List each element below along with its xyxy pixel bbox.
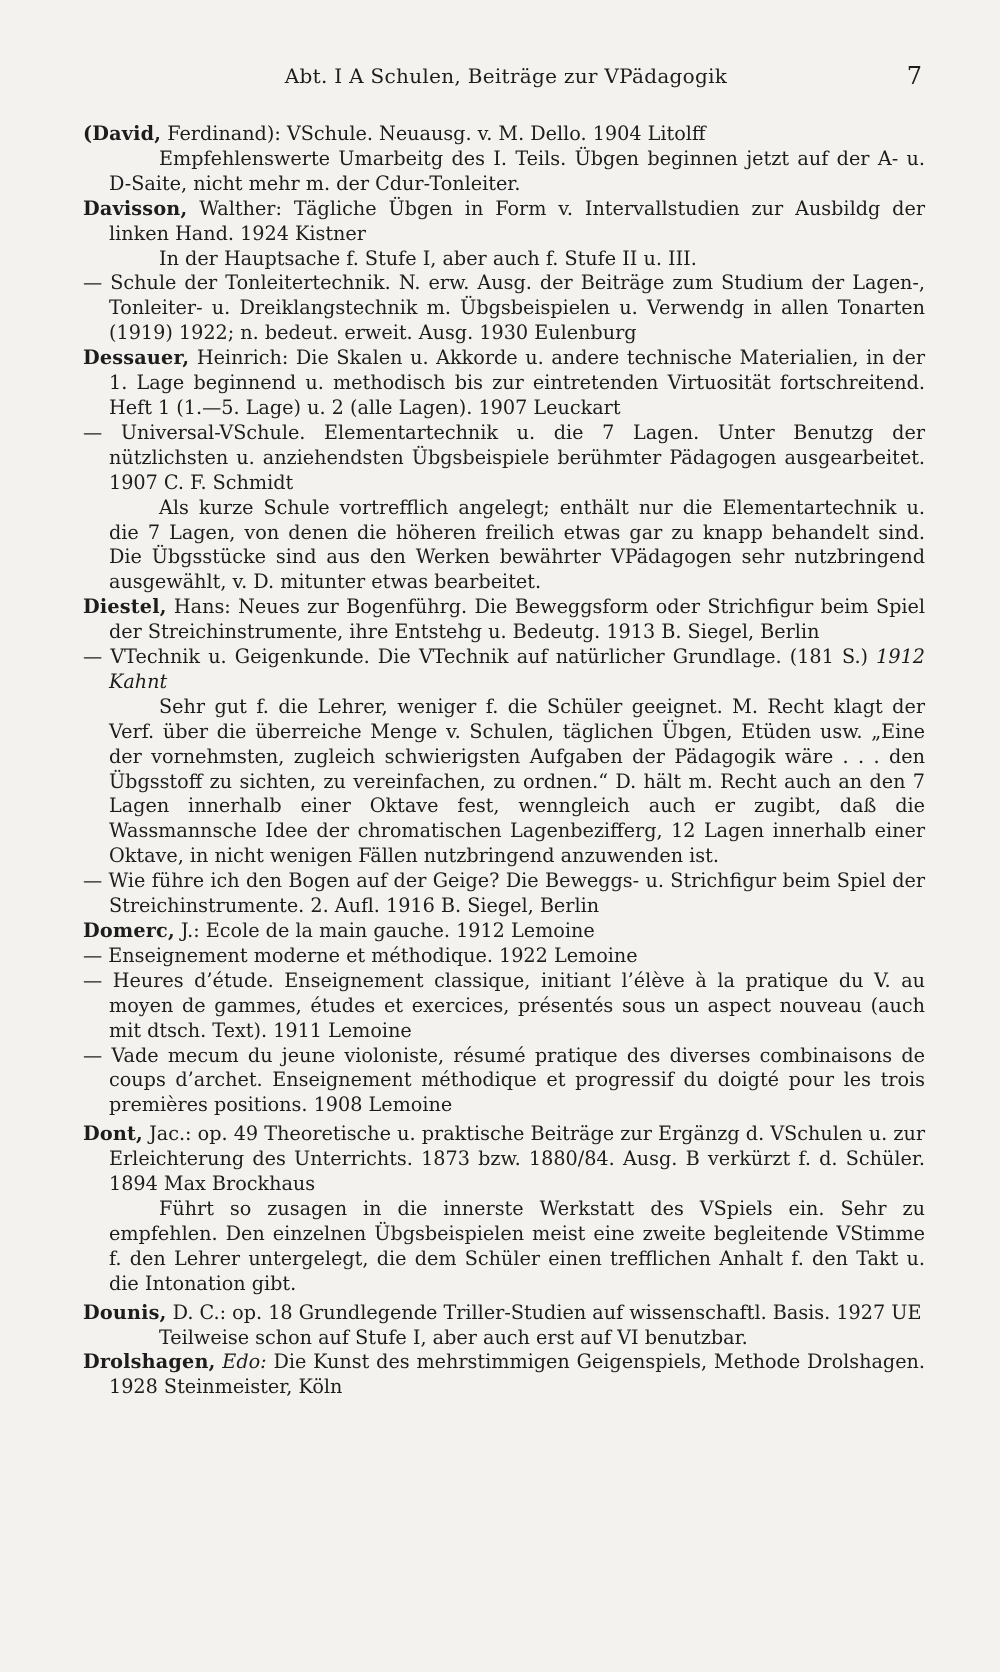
- review-text: Als kurze Schule vortrefflich angelegt; enthält nur die Elementartechnik u. die 7 Lagen, von denen die höheren freilich etwas gar zu knapp behandelt sind. Die Übgsstücke sind aus den Werken bewährter VPädagogen sehr nutzbringend ausgewählt, v. D. mitunter etwas bearbeitet.: [109, 495, 925, 594]
- sub-entry: — Wie führe ich den Bogen auf der Geige? Die Beweggs- u. Strichfigur beim Spiel der Streichinstrumente. 2. Aufl. 1916 B. Siegel, Berlin: [83, 869, 925, 918]
- entry-text: Ferdinand): VSchule. Neuausg. v. M. Dello. 1904 Litolff: [161, 122, 706, 145]
- entry-text: J.: Ecole de la main gauche. 1912 Lemoine: [174, 919, 595, 942]
- author-firstname: Edo:: [215, 1350, 267, 1374]
- entry-text: Heinrich: Die Skalen u. Akkorde u. andere technische Materialien, in der 1. Lage beginnend u. methodisch bis zur eintretenden Virtuosität fortschreitend. Heft 1 (1.—5. Lage) u. 2 (alle Lagen). 1907 Leuckart: [109, 346, 925, 419]
- author-name: Davisson,: [83, 196, 188, 220]
- running-header: [90, 64, 922, 94]
- author-name: Dont,: [83, 1122, 143, 1146]
- bibliography-entries: [83, 122, 925, 1400]
- entry-text: Jac.: op. 49 Theoretische u. praktische Beiträge zur Ergänzg d. VSchulen u. zur Erleichterung des Unterrichts. 1873 bzw. 1880/84. Ausg. B verkürzt f. d. Schüler. 1894 Max Brockhaus: [109, 1122, 925, 1196]
- sub-entry: — Heures d’étude. Enseignement classique, initiant l’élève à la pratique du V. au moyen de gammes, études et exercices, présentés sous un aspect nouveau (auch mit dtsch. Text). 1911 Lemoine: [83, 968, 925, 1042]
- entry-diestel: [83, 595, 925, 645]
- review-text: Teilweise schon auf Stufe I, aber auch erst auf VI benutzbar.: [159, 1325, 748, 1349]
- review-text: Führt so zusagen in die innerste Werkstatt des VSpiels ein. Sehr zu empfehlen. Den einzelnen Übgsbeispielen meist eine zweite begleitende VStimme f. den Lehrer untergelegt, die dem Schüler einen trefflichen Anhalt f. den Takt u. die Intonation gibt.: [109, 1196, 925, 1295]
- entry-domerc: [83, 919, 925, 944]
- entry-text: D. C.: op. 18 Grundlegende Triller-Studien auf wissenschaftl. Basis. 1927 UE: [166, 1300, 922, 1324]
- entry-davisson: [83, 196, 925, 247]
- author-name: Domerc,: [83, 919, 175, 942]
- page-number: 7: [906, 62, 922, 90]
- entry-david: [83, 122, 925, 147]
- sub-entry: — Schule der Tonleitertechnik. N. erw. Ausg. der Beiträge zum Studium der Lagen-, Tonleiter- u. Dreiklangstechnik m. Übgsbeispielen u. Verwendg in allen Tonarten (1919) 1922; n. bedeut. erweit. Ausg. 1930 Eulenburg: [83, 271, 925, 345]
- review-text: In der Hauptsache f. Stufe I, aber auch f. Stufe II u. III.: [159, 246, 697, 270]
- sub-entry: — Vade mecum du jeune violoniste, résumé pratique des diverses combinaisons de coups d’archet. Enseignement méthodique et progressif du doigté pour les trois premières positions. 1908 Lemoine: [83, 1043, 925, 1117]
- entry-drolshagen: [83, 1350, 926, 1400]
- author-name: Dessauer,: [83, 346, 190, 370]
- entry-dont: [83, 1122, 925, 1197]
- entry-text: Walther: Tägliche Übgen in Form v. Intervallstudien zur Ausbildg der linken Hand. 1924 Kistner: [109, 196, 925, 245]
- review-text: Empfehlenswerte Umarbeitg des I. Teils. Übgen beginnen jetzt auf der A- u. D-Saite, nicht mehr m. der Cdur-Tonleiter.: [109, 146, 925, 195]
- sub-entry-year: 1912 Kahnt: [109, 645, 925, 693]
- author-name: Dounis,: [83, 1300, 167, 1324]
- entry-dessauer: [83, 346, 925, 421]
- review-text: Sehr gut f. die Lehrer, weniger f. die Schüler geeignet. M. Recht klagt der Verf. über die überreiche Menge v. Schulen, täglichen Übgen, Etüden usw. „Eine der vornehmsten, zugleich schwierigsten Aufgaben der Pädagogik wäre . . . den Übgsstoff zu sichten, zu vereinfachen, zu ordnen.“ D. hält m. Recht auch an den 7 Lagen innerhalb einer Oktave fest, wenngleich auch er zugibt, daß die Wassmannsche Idee der chromatischen Lagenbezifferg, 12 Lagen innerhalb einer Oktave, in nicht wenigen Fällen nutzbringend anzuwenden ist.: [109, 694, 925, 868]
- sub-entry: [83, 645, 925, 695]
- sub-entry: — Enseignement moderne et méthodique. 1922 Lemoine: [83, 943, 638, 967]
- entry-text: Hans: Neues zur Bogenführg. Die Beweggsform oder Strichfigur beim Spiel der Streichinstrumente, ihre Entstehg u. Bedeutg. 1913 B. Siegel, Berlin: [109, 595, 925, 644]
- header-title: Abt. I A Schulen, Beiträge zur VPädagogik: [284, 64, 728, 88]
- author-name: (David,: [83, 122, 162, 145]
- author-name: Drolshagen,: [83, 1350, 216, 1374]
- author-name: Diestel,: [83, 595, 167, 619]
- sub-entry-text: — VTechnik u. Geigenkunde. Die VTechnik auf natürlicher Grundlage. (181 S.): [83, 645, 877, 669]
- entry-text: Die Kunst des mehrstimmigen Geigenspiels, Methode Drolshagen. 1928 Steinmeister, Köln: [109, 1350, 926, 1399]
- entry-dounis: [83, 1300, 925, 1326]
- sub-entry: — Universal-VSchule. Elementartechnik u. die 7 Lagen. Unter Benutzg der nützlichsten u. anziehendsten Übgsbeispiele berühmter Pädagogen ausgearbeitet. 1907 C. F. Schmidt: [83, 420, 925, 494]
